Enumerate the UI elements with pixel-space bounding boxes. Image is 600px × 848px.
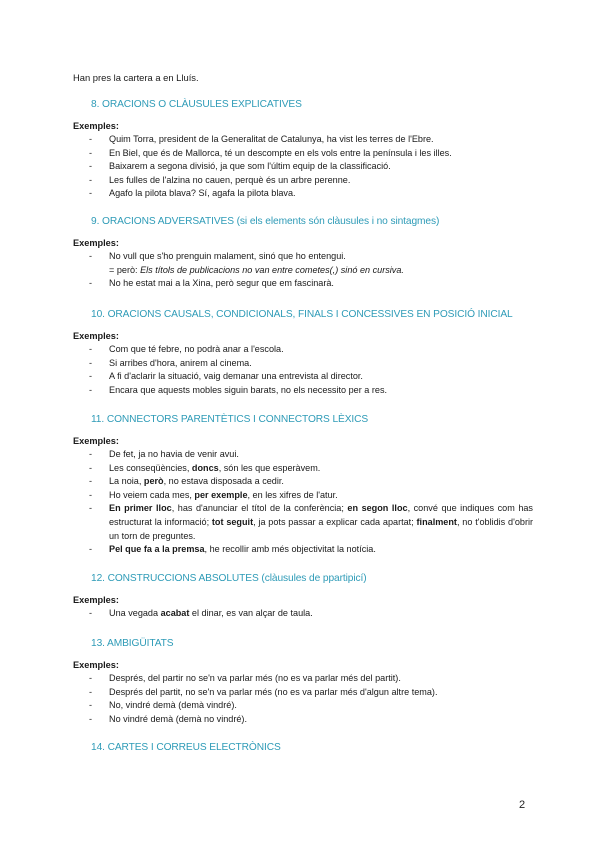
- examples-label: Exemples:: [73, 238, 119, 248]
- page-number: 2: [519, 799, 526, 811]
- list-item: - De fet, ja no havia de venir avui.: [89, 449, 239, 459]
- list-item: - A fi d'aclarir la situació, vaig demanar una entrevista al director.: [89, 371, 363, 382]
- list-item: - Encara que aquests mobles siguin barats, no els necessito per a res.: [89, 384, 388, 395]
- list-item: - No vull que s'ho prenguin malament, sinó que ho entengui.: [89, 251, 346, 261]
- list-item: - Les fulles de l'alzina no cauen, perquè és un arbre perenne.: [89, 174, 351, 185]
- examples-label: Exemples:: [73, 121, 119, 131]
- list-item: - Pel que fa a la premsa, he recollir amb més objectivitat la notícia.: [89, 544, 376, 555]
- section-14: [73, 742, 533, 753]
- example-list: [73, 448, 533, 557]
- section-heading: 9. ORACIONS ADVERSATIVES (si els elements són clàusules i no sintagmes): [91, 216, 440, 227]
- section-heading: 11. CONNECTORS PARENTÈTICS I CONNECTORS LÈXICS: [91, 414, 369, 425]
- list-item: - No vindré demà (demà no vindré).: [89, 713, 247, 724]
- section-heading: 8. ORACIONS O CLÀUSULES EXPLICATIVES: [91, 99, 302, 110]
- list-item: - Agafo la pilota blava? Sí, agafa la pilota blava.: [89, 188, 296, 199]
- list-item: - Les conseqüències, doncs, són les que esperàvem.: [89, 462, 321, 473]
- example-list: [73, 672, 533, 726]
- examples-label: Exemples:: [73, 595, 119, 605]
- section-12: [73, 573, 533, 621]
- list-item: - No, vindré demà (demà vindré).: [89, 700, 237, 711]
- list-item: - Si arribes d'hora, anirem al cinema.: [89, 357, 252, 368]
- example-list: [73, 607, 533, 621]
- section-10: [73, 309, 533, 397]
- list-item: - No he estat mai a la Xina, però segur que em fascinarà.: [89, 278, 334, 289]
- list-item: - Com que té febre, no podrà anar a l'escola.: [89, 344, 284, 354]
- section-8: [73, 99, 533, 201]
- list-item: - En Biel, que és de Mallorca, té un descompte en els vols entre la península i les illes.: [89, 147, 452, 158]
- section-heading: 14. CARTES I CORREUS ELECTRÒNICS: [91, 742, 281, 753]
- section-heading: 10. ORACIONS CAUSALS, CONDICIONALS, FINALS I CONCESSIVES EN POSICIÓ INICIAL: [91, 309, 513, 320]
- list-item: - Després del partit, no se'n va parlar més (no es va parlar més d'algun altre tema).: [89, 686, 438, 697]
- example-list: [73, 133, 533, 201]
- section-11: [73, 414, 533, 557]
- examples-label: Exemples:: [73, 660, 119, 670]
- list-item-note: = però: Els títols de publicacions no van entre cometes(,) sinó en cursiva.: [109, 264, 404, 275]
- list-item: - En primer lloc, has d'anunciar el títol de la conferència; en segon lloc, convé que indiques com has estructurat la informació; tot seguit, ja pots passar a explicar cada apartat; finalment, no t'oblidis d'obrir un torn de preguntes.: [89, 503, 534, 541]
- list-item: - Després, del partir no se'n va parlar més (no es va parlar més del partit).: [89, 673, 401, 683]
- section-heading: 13. AMBIGÜITATS: [91, 638, 174, 649]
- list-item: - Una vegada acabat el dinar, es van alçar de taula.: [89, 608, 313, 618]
- intro-line: Han pres la cartera a en Lluís.: [73, 72, 199, 83]
- list-item: - Ho veiem cada mes, per exemple, en les xifres de l'atur.: [89, 489, 338, 500]
- list-item: - Quim Torra, president de la Generalitat de Catalunya, ha vist les terres de l'Ebre.: [89, 134, 434, 144]
- example-list: [73, 343, 533, 397]
- example-list: [73, 250, 533, 291]
- section-heading: 12. CONSTRUCCIONS ABSOLUTES (clàusules de ppartipicí): [91, 573, 367, 584]
- examples-label: Exemples:: [73, 331, 119, 341]
- section-13: [73, 638, 533, 726]
- list-item: - Baixarem a segona divisió, ja que som l'últim equip de la classificació.: [89, 161, 391, 172]
- list-item: - La noia, però, no estava disposada a cedir.: [89, 476, 284, 487]
- examples-label: Exemples:: [73, 436, 119, 446]
- section-9: [73, 216, 533, 291]
